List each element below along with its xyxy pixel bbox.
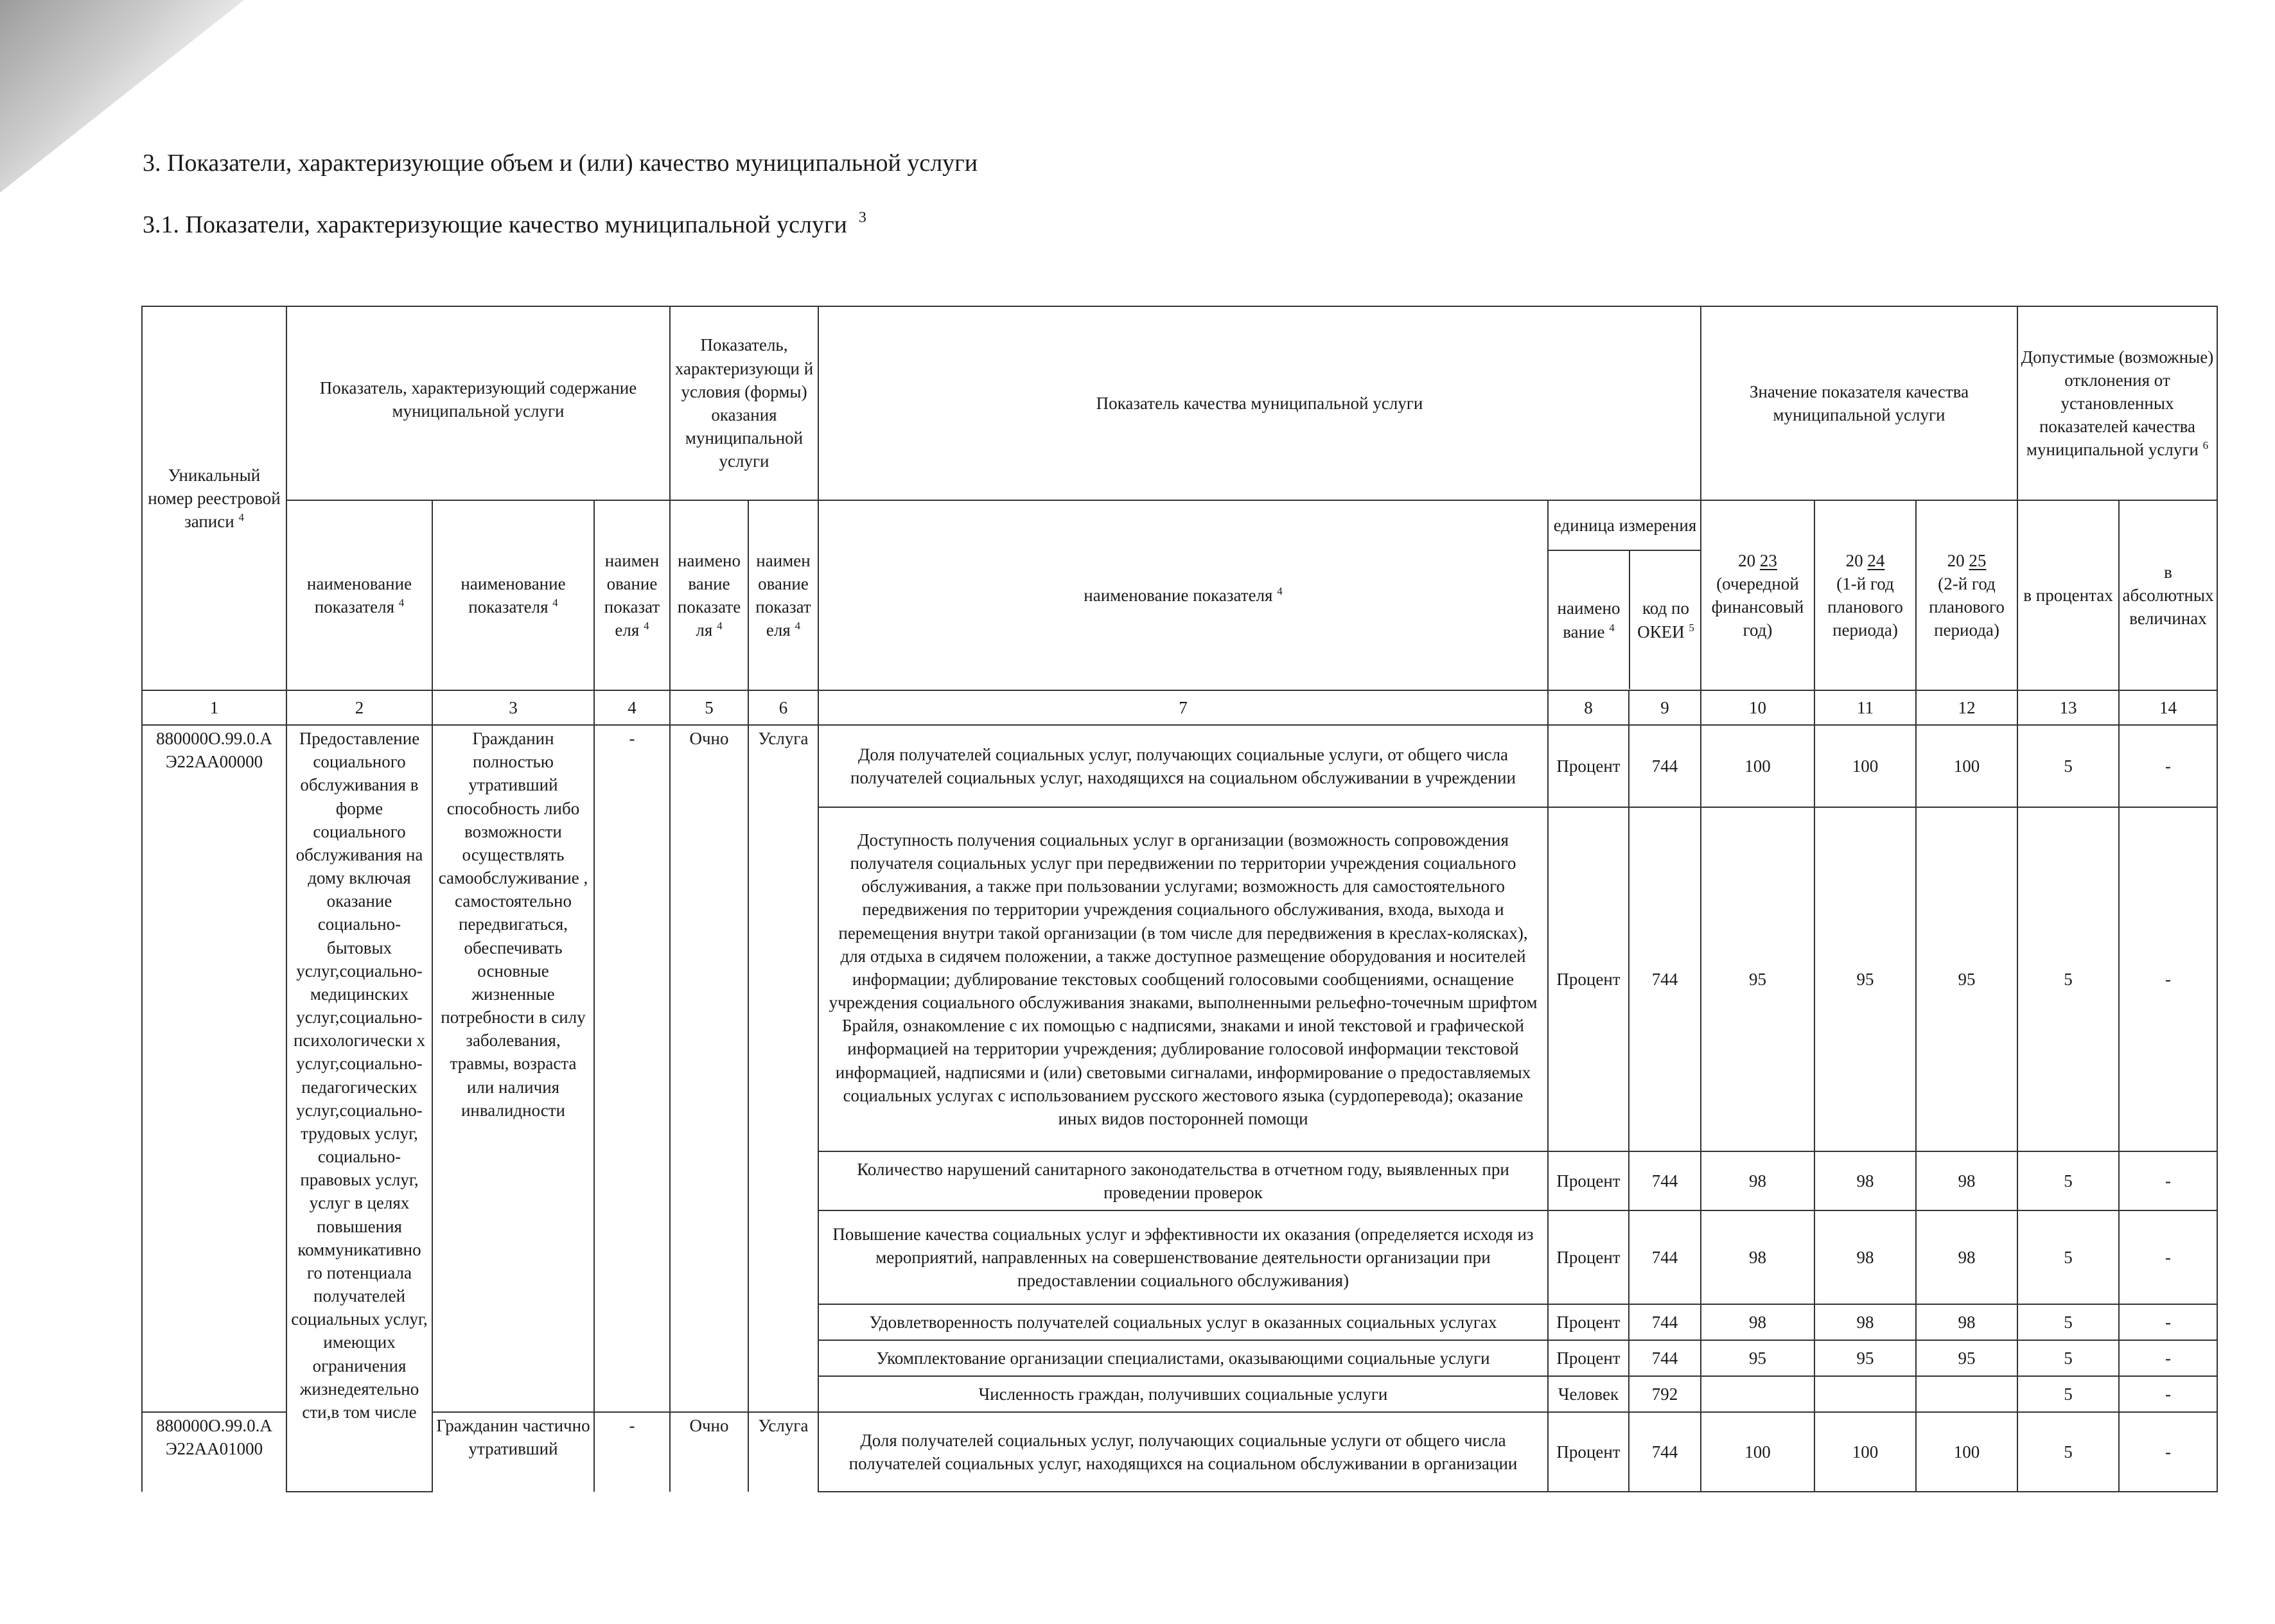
header-unit-name-text: наимено вание <box>1557 598 1621 642</box>
column-number: 5 <box>670 690 748 725</box>
footnote-mark: 4 <box>398 597 405 609</box>
column-number: 2 <box>286 690 432 725</box>
subsection-heading <box>143 211 866 239</box>
header-year-3 <box>1916 500 2017 690</box>
unit-name: Процент <box>1548 1210 1629 1304</box>
header-year-2 <box>1814 500 1916 690</box>
quality-indicator-name: Удовлетворенность получателей социальных услуг в оказанных социальных услугах <box>818 1304 1548 1340</box>
quality-indicator-name: Численность граждан, получивших социальные услуги <box>818 1376 1548 1412</box>
condition-1-cell: Очно <box>670 725 748 1412</box>
condition-2-cell: Услуга <box>748 725 818 1412</box>
year-note: (2-й год планового периода) <box>1929 573 2005 640</box>
column-number: 14 <box>2119 690 2217 725</box>
footnote-mark: 4 <box>644 620 649 633</box>
quality-indicator-name: Укомплектование организации специалистами, оказывающими социальные услуги <box>818 1340 1548 1376</box>
header-col7-text: наименование показателя <box>1084 585 1273 605</box>
unit-subheader-row <box>1549 550 1701 689</box>
column-numbers-row <box>142 690 2217 725</box>
header-unit-code-text: код по ОКЕИ <box>1637 598 1689 642</box>
deviation-absolute: - <box>2119 1304 2217 1340</box>
content-indicator-1-cell: Предоставление социального обслуживания в форме социального обслуживания на дому включая оказание социально-бытовых услуг,социально-медицинских услуг,социально-психологически х услуг,социально-педагогических услуг,социально-трудовых услуг, социально-правовых услуг, услуг в целях повышения коммуникативно го потенциала получателей социальных услуг, имеющих ограничения жизнедеятельно сти,в том числе <box>286 725 432 1492</box>
unit-code: 744 <box>1629 1412 1701 1492</box>
header-col5-name <box>670 500 748 690</box>
value-year-2: 98 <box>1814 1210 1916 1304</box>
header-value-group: Значение показателя качества муниципальной услуги <box>1701 306 2017 500</box>
value-year-3: 100 <box>1916 1412 2017 1492</box>
value-year-1: 98 <box>1701 1210 1814 1304</box>
deviation-absolute: - <box>2119 725 2217 807</box>
year-note: (очередной финансовый год) <box>1711 573 1804 640</box>
column-number: 7 <box>818 690 1548 725</box>
value-year-3: 100 <box>1916 725 2017 807</box>
value-year-1: 100 <box>1701 1412 1814 1492</box>
year-prefix: 20 <box>1738 550 1756 570</box>
header-col6-text: наимен ование показат еля <box>755 550 811 640</box>
header-conditions-group: Показатель, характеризующи й условия (формы) оказания муниципальной услуги <box>670 306 818 500</box>
value-year-2: 98 <box>1814 1304 1916 1340</box>
header-unit: единица измерения <box>1549 502 1701 550</box>
header-unit-group <box>1548 500 1701 690</box>
value-year-2: 95 <box>1814 1340 1916 1376</box>
year-note: (1-й год планового периода) <box>1827 573 1903 640</box>
section-heading: 3. Показатели, характеризующие объем и (или) качество муниципальной услуги <box>143 150 978 177</box>
unit-name: Человек <box>1548 1376 1629 1412</box>
header-row-1 <box>142 306 2217 500</box>
deviation-percent: 5 <box>2017 1210 2119 1304</box>
value-year-2: 100 <box>1814 1412 1916 1492</box>
value-year-1: 98 <box>1701 1304 1814 1340</box>
condition-2-cell: Услуга <box>748 1412 818 1492</box>
registry-number-cell: 880000О.99.0.А Э22АА00000 <box>142 725 286 1412</box>
deviation-absolute: - <box>2119 1340 2217 1376</box>
header-in-absolute: в абсолютных величинах <box>2119 500 2217 690</box>
value-year-3: 98 <box>1916 1210 2017 1304</box>
registry-number-cell: 880000О.99.0.А Э22АА01000 <box>142 1412 286 1492</box>
header-unit-code <box>1629 550 1701 689</box>
deviation-percent: 5 <box>2017 1412 2119 1492</box>
unit-code: 744 <box>1629 725 1701 807</box>
unit-code: 744 <box>1629 1340 1701 1376</box>
content-indicator-3-cell: - <box>594 1412 670 1492</box>
subsection-footnote-mark: 3 <box>858 209 866 226</box>
quality-indicator-name: Доля получателей социальных услуг, получающих социальные услуги, от общего числа получателей социальных услуг, находящихся на социальном обслуживании в учреждении <box>818 725 1548 807</box>
header-col6-name <box>748 500 818 690</box>
quality-indicator-name: Доля получателей социальных услуг, получающих социальные услуги от общего числа получателей социальных услуг, находящихся на социальном обслуживании в организации <box>818 1412 1548 1492</box>
header-col5-text: наимено вание показате ля <box>677 550 741 640</box>
table-row <box>142 725 2217 807</box>
header-content-group: Показатель, характеризующий содержание муниципальной услуги <box>286 306 670 500</box>
column-number: 12 <box>1916 690 2017 725</box>
column-number: 8 <box>1548 690 1629 725</box>
value-year-2: 100 <box>1814 725 1916 807</box>
header-col4-name <box>594 500 670 690</box>
column-number: 9 <box>1629 690 1701 725</box>
value-year-2: 95 <box>1814 807 1916 1151</box>
table-row <box>142 1412 2217 1492</box>
content-indicator-2-cell: Гражданин полностью утративший способность либо возможности осуществлять самообслуживание , самостоятельно передвигаться, обеспечивать основные жизненные потребности в силу заболевания, травмы, возраста или наличия инвалидности <box>432 725 594 1412</box>
deviation-absolute: - <box>2119 1376 2217 1412</box>
year-value: 24 <box>1867 550 1885 570</box>
unit-name: Процент <box>1548 807 1629 1151</box>
quality-indicator-name: Количество нарушений санитарного законодательства в отчетном году, выявленных при проведении проверок <box>818 1151 1548 1210</box>
header-unique-number-text: Уникальный номер реестровой записи <box>148 465 281 532</box>
value-year-1: 95 <box>1701 807 1814 1151</box>
deviation-percent: 5 <box>2017 1151 2119 1210</box>
year-value: 23 <box>1759 550 1777 570</box>
year-prefix: 20 <box>1845 550 1863 570</box>
deviation-percent: 5 <box>2017 725 2119 807</box>
header-deviation-group <box>2017 306 2217 500</box>
footnote-mark: 4 <box>717 620 723 633</box>
header-col3-text: наименование показателя <box>461 573 566 616</box>
deviation-absolute: - <box>2119 1412 2217 1492</box>
column-number: 10 <box>1701 690 1814 725</box>
value-year-1: 100 <box>1701 725 1814 807</box>
content-indicator-3-cell: - <box>594 725 670 1412</box>
header-col3-name <box>432 500 594 690</box>
header-unique-number <box>142 306 286 690</box>
deviation-absolute: - <box>2119 807 2217 1151</box>
quality-indicator-name: Доступность получения социальных услуг в организации (возможность сопровождения получателя социальных услуг при передвижении по территории учреждения социального обслуживания, а также при пользовании услугами; возможность для самостоятельного передвижения по территории учреждения социального обслуживания, входа, выхода и перемещения внутри такой организации (в том числе для передвижения в креслах-колясках), для отдыха в сидячем положении, а также доступное размещение оборудования и носителей информации; дублирование текстовых сообщений голосовыми сообщениями, оснащение учреждения социального обслуживания знаками, выполненными рельефно-точечным шрифтом Брайля, ознакомление с их помощью с надписями, знаками и иной текстовой и графической информацией на территории учреждения; дублирование голосовой информации текстовой информацией, надписями и (или) световыми сигналами, информирование о предоставляемых социальных услугах с использованием русского жестового языка (сурдоперевода); оказание иных видов посторонней помощи <box>818 807 1548 1151</box>
unit-row <box>1549 502 1701 550</box>
unit-name: Процент <box>1548 1151 1629 1210</box>
condition-1-cell: Очно <box>670 1412 748 1492</box>
header-row-2 <box>142 500 2217 690</box>
column-number: 6 <box>748 690 818 725</box>
header-col4-text: наимен ование показат еля <box>604 550 660 640</box>
value-year-3: 98 <box>1916 1304 2017 1340</box>
subsection-heading-text: 3.1. Показатели, характеризующие качество муниципальной услуги <box>143 211 847 238</box>
year-value: 25 <box>1969 550 1987 570</box>
footnote-mark: 4 <box>1277 584 1283 597</box>
header-col2-text: наименование показателя <box>306 573 412 616</box>
header-unit-name <box>1549 550 1629 689</box>
unit-name: Процент <box>1548 725 1629 807</box>
value-year-3: 95 <box>1916 1340 2017 1376</box>
unit-code: 744 <box>1629 1210 1701 1304</box>
footnote-mark: 4 <box>795 620 801 633</box>
unit-subtable <box>1549 502 1701 689</box>
column-number: 4 <box>594 690 670 725</box>
column-number: 11 <box>1814 690 1916 725</box>
deviation-absolute: - <box>2119 1151 2217 1210</box>
footnote-mark: 4 <box>552 597 558 609</box>
footnote-mark: 4 <box>238 511 244 524</box>
unit-name: Процент <box>1548 1304 1629 1340</box>
header-in-percent: в процентах <box>2017 500 2119 690</box>
unit-code: 744 <box>1629 1304 1701 1340</box>
value-year-3: 95 <box>1916 807 2017 1151</box>
unit-code: 744 <box>1629 807 1701 1151</box>
deviation-percent: 5 <box>2017 807 2119 1151</box>
quality-indicator-name: Повышение качества социальных услуг и эффективности их оказания (определяется исходя из мероприятий, направленных на совершенствование деятельности организации при предоставлении социального обслуживания) <box>818 1210 1548 1304</box>
unit-name: Процент <box>1548 1412 1629 1492</box>
value-year-1: 95 <box>1701 1340 1814 1376</box>
value-year-3 <box>1916 1376 2017 1412</box>
header-quality-group: Показатель качества муниципальной услуги <box>818 306 1701 500</box>
column-number: 1 <box>142 690 286 725</box>
column-number: 13 <box>2017 690 2119 725</box>
header-col7-name <box>818 500 1548 690</box>
deviation-absolute: - <box>2119 1210 2217 1304</box>
header-year-1 <box>1701 500 1814 690</box>
header-deviation-text: Допустимые (возможные) отклонения от установленных показателей качества муниципальной услуги <box>2021 347 2214 460</box>
header-col2-name <box>286 500 432 690</box>
value-year-2 <box>1814 1376 1916 1412</box>
value-year-3: 98 <box>1916 1151 2017 1210</box>
footnote-mark: 4 <box>1609 621 1615 634</box>
value-year-1: 98 <box>1701 1151 1814 1210</box>
footnote-mark: 6 <box>2202 439 2209 452</box>
deviation-percent: 5 <box>2017 1376 2119 1412</box>
value-year-2: 98 <box>1814 1151 1916 1210</box>
deviation-percent: 5 <box>2017 1304 2119 1340</box>
quality-indicators-table <box>141 306 2218 1492</box>
value-year-1 <box>1701 1376 1814 1412</box>
footnote-mark: 5 <box>1689 621 1694 634</box>
unit-name: Процент <box>1548 1340 1629 1376</box>
column-number: 3 <box>432 690 594 725</box>
content-indicator-2-cell: Гражданин частично утративший <box>432 1412 594 1492</box>
deviation-percent: 5 <box>2017 1340 2119 1376</box>
year-prefix: 20 <box>1947 550 1965 570</box>
unit-code: 744 <box>1629 1151 1701 1210</box>
unit-code: 792 <box>1629 1376 1701 1412</box>
